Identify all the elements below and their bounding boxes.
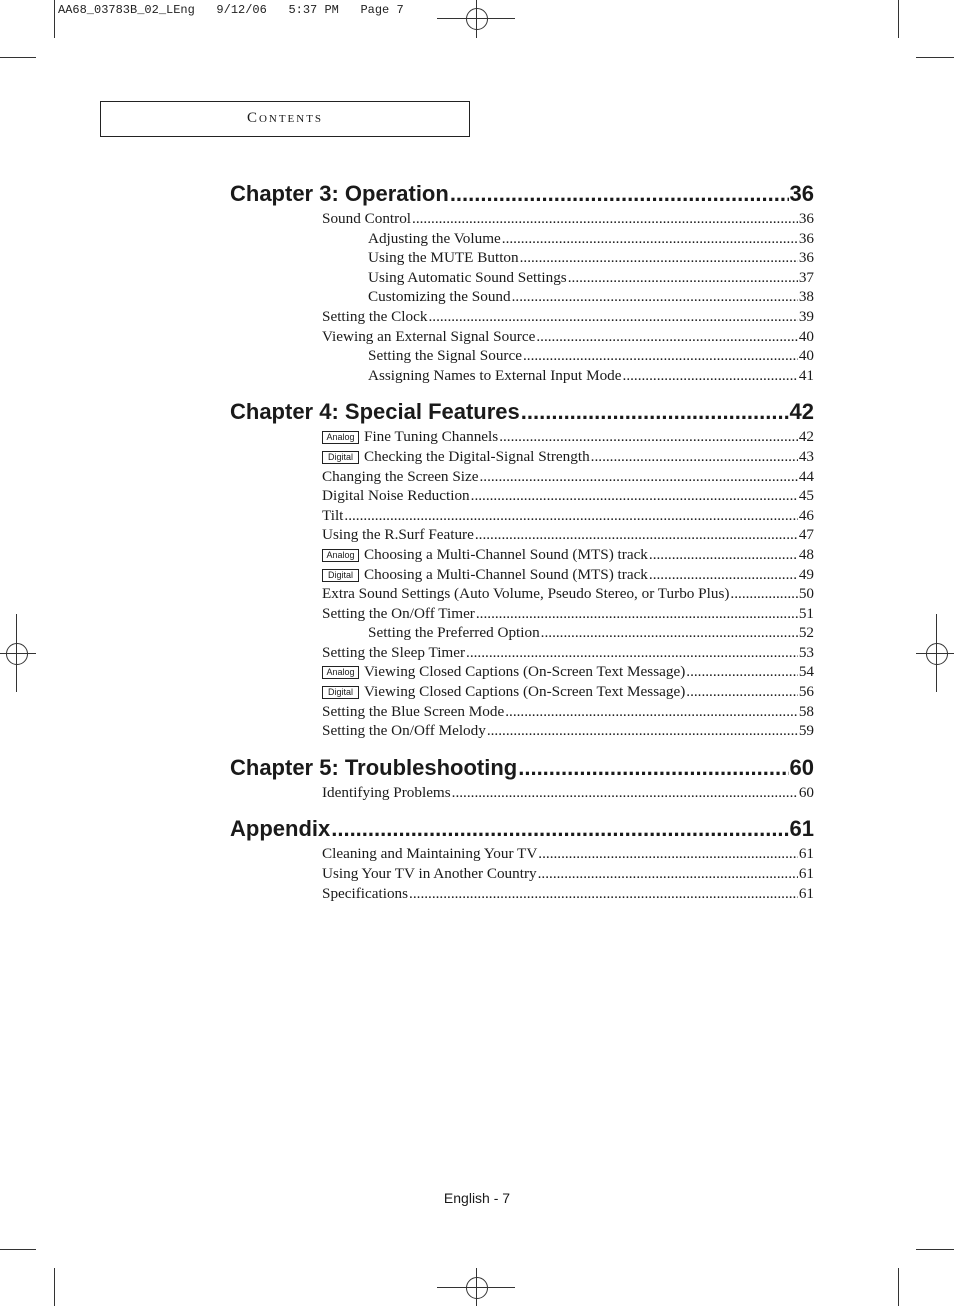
toc-entry-title: Using the MUTE Button [368, 249, 519, 267]
toc-page-number: 52 [798, 624, 814, 642]
toc-entry[interactable] [230, 844, 814, 864]
toc-entry-title: Cleaning and Maintaining Your TV [322, 845, 538, 863]
toc-entry[interactable] [230, 525, 814, 545]
toc-entry[interactable] [230, 662, 814, 682]
toc-page-number: 42 [798, 428, 814, 446]
dot-leader [487, 721, 798, 741]
dot-leader [331, 816, 788, 842]
toc-entry[interactable] [230, 427, 814, 447]
toc-page-number: 36 [798, 229, 814, 247]
dot-leader [649, 565, 798, 585]
toc-entry[interactable] [230, 486, 814, 506]
dot-leader [686, 662, 798, 682]
dot-leader [502, 229, 798, 249]
toc-page-number: 51 [798, 604, 814, 622]
chapter-page-number: 60 [789, 754, 814, 780]
toc-entry-title: Setting the On/Off Timer [322, 604, 475, 622]
toc-entry-title: Setting the On/Off Melody [322, 722, 486, 740]
toc-entry[interactable] [230, 545, 814, 565]
toc-page-number: 61 [798, 884, 814, 902]
toc-entry-title: Specifications [322, 884, 409, 902]
toc-entry-title: Setting the Sleep Timer [322, 643, 466, 661]
chapter-title: Appendix [230, 816, 331, 842]
toc-page-number: 37 [798, 268, 814, 286]
toc-entry-title: Choosing a Multi-Channel Sound (MTS) track [364, 545, 648, 563]
print-header: AA68_03783B_02_LEng 9/12/06 5:37 PM Page 7 [58, 3, 404, 17]
toc-entry-title: Tilt [322, 506, 344, 524]
toc-entry-title: Setting the Preferred Option [368, 624, 540, 642]
toc-page-number: 59 [798, 722, 814, 740]
toc-page-number: 41 [798, 366, 814, 384]
dot-leader [428, 307, 797, 327]
toc-entry-title: Setting the Signal Source [368, 347, 522, 365]
toc-entry-title: Customizing the Sound [368, 288, 511, 306]
digital-badge: Digital [322, 686, 359, 699]
toc-entry[interactable] [230, 884, 814, 904]
toc-page-number: 60 [798, 783, 814, 801]
toc-page-number: 36 [798, 249, 814, 267]
page-footer: English - 7 [443, 1190, 511, 1206]
toc-entry-title: Fine Tuning Channels [364, 428, 499, 446]
toc-entry-title: Using the R.Surf Feature [322, 526, 474, 544]
toc-page-number: 43 [798, 447, 814, 465]
toc-entry[interactable] [230, 643, 814, 663]
chapter-heading[interactable] [230, 816, 814, 844]
dot-leader [568, 268, 798, 288]
dot-leader [649, 545, 798, 565]
dot-leader [512, 287, 798, 307]
analog-badge: Analog [322, 549, 359, 562]
toc-entry[interactable] [230, 506, 814, 526]
dot-leader [521, 399, 789, 425]
toc-entry[interactable] [230, 702, 814, 722]
dot-leader [471, 486, 798, 506]
toc-entry-title: Using Your TV in Another Country [322, 865, 537, 883]
dot-leader [541, 623, 798, 643]
toc-entry-title: Digital Noise Reduction [322, 487, 470, 505]
toc-entry[interactable] [230, 623, 814, 643]
dot-leader [536, 327, 797, 347]
toc-entry-title: Setting the Clock [322, 307, 428, 325]
toc-entry[interactable] [230, 721, 814, 741]
dot-leader [409, 884, 798, 904]
toc-entry-title: Adjusting the Volume [368, 229, 501, 247]
toc-entry-title: Viewing an External Signal Source [322, 327, 536, 345]
toc-page-number: 40 [798, 347, 814, 365]
toc-entry-title: Using Automatic Sound Settings [368, 268, 567, 286]
toc-entry-title: Setting the Blue Screen Mode [322, 702, 505, 720]
toc-entry[interactable] [230, 327, 814, 347]
toc-entry[interactable] [230, 604, 814, 624]
table-of-contents [230, 181, 814, 903]
toc-entry[interactable] [230, 307, 814, 327]
toc-entry-title: Extra Sound Settings (Auto Volume, Pseudo Stereo, or Turbo Plus) [322, 585, 730, 603]
chapter-title: Chapter 4: Special Features [230, 399, 520, 425]
chapter-title: Chapter 3: Operation [230, 181, 449, 206]
toc-entry-title: Assigning Names to External Input Mode [368, 366, 622, 384]
toc-page-number: 61 [798, 865, 814, 883]
toc-entry-title: Changing the Screen Size [322, 467, 479, 485]
dot-leader [520, 248, 798, 268]
chapter-page-number: 61 [789, 816, 814, 842]
toc-entry-title: Identifying Problems [322, 783, 451, 801]
toc-entry-title: Choosing a Multi-Channel Sound (MTS) track [364, 565, 648, 583]
toc-entry[interactable] [230, 682, 814, 702]
toc-entry[interactable] [230, 287, 814, 307]
dot-leader [452, 783, 798, 803]
chapter-page-number: 42 [789, 399, 814, 425]
toc-page-number: 58 [798, 702, 814, 720]
dot-leader [686, 682, 798, 702]
chapter-heading[interactable] [230, 399, 814, 427]
toc-page-number: 46 [798, 506, 814, 524]
dot-leader [344, 506, 797, 526]
toc-entry[interactable] [230, 447, 814, 467]
toc-entry[interactable] [230, 268, 814, 288]
digital-badge: Digital [322, 451, 359, 464]
dot-leader [479, 467, 797, 487]
analog-badge: Analog [322, 431, 359, 444]
dot-leader [466, 643, 798, 663]
toc-entry[interactable] [230, 209, 814, 229]
toc-entry[interactable] [230, 366, 814, 386]
dot-leader [475, 525, 798, 545]
toc-page-number: 38 [798, 288, 814, 306]
toc-entry[interactable] [230, 346, 814, 366]
toc-page-number: 40 [798, 327, 814, 345]
toc-page-number: 39 [798, 307, 814, 325]
toc-entry[interactable] [230, 783, 814, 803]
chapter-heading[interactable] [230, 755, 814, 783]
dot-leader [538, 844, 798, 864]
toc-page-number: 44 [798, 467, 814, 485]
toc-page-number: 36 [798, 210, 814, 227]
dot-leader [499, 427, 798, 447]
dot-leader [412, 209, 798, 229]
toc-entry[interactable] [230, 248, 814, 268]
toc-page-number: 49 [798, 565, 814, 583]
analog-badge: Analog [322, 666, 359, 679]
toc-entry-title: Viewing Closed Captions (On-Screen Text Message) [364, 663, 686, 681]
toc-page-number: 54 [798, 663, 814, 681]
digital-badge: Digital [322, 569, 359, 582]
dot-leader [591, 447, 798, 467]
toc-entry-title: Viewing Closed Captions (On-Screen Text Message) [364, 683, 686, 701]
toc-page-number: 47 [798, 526, 814, 544]
toc-page-number: 45 [798, 487, 814, 505]
toc-entry-title: Sound Control [322, 210, 412, 227]
toc-entry-title: Checking the Digital-Signal Strength [364, 447, 590, 465]
toc-page-number: 48 [798, 545, 814, 563]
toc-page-number: 56 [798, 683, 814, 701]
dot-leader [505, 702, 798, 722]
contents-header-box [100, 101, 470, 137]
toc-entry[interactable] [230, 229, 814, 249]
dot-leader [730, 584, 797, 604]
dot-leader [476, 604, 798, 624]
dot-leader [538, 864, 798, 884]
chapter-heading[interactable] [230, 181, 814, 209]
dot-leader [518, 755, 788, 781]
toc-page-number: 61 [798, 845, 814, 863]
toc-entry[interactable] [230, 565, 814, 585]
toc-page-number: 50 [798, 585, 814, 603]
chapter-page-number: 36 [789, 181, 814, 206]
section-title: Contents [246, 110, 324, 126]
dot-leader [523, 346, 798, 366]
toc-entry[interactable] [230, 467, 814, 487]
dot-leader [623, 366, 798, 386]
chapter-title: Chapter 5: Troubleshooting [230, 754, 518, 780]
toc-entry[interactable] [230, 864, 814, 884]
toc-entry[interactable] [230, 584, 814, 604]
dot-leader [450, 181, 789, 207]
toc-page-number: 53 [798, 643, 814, 661]
